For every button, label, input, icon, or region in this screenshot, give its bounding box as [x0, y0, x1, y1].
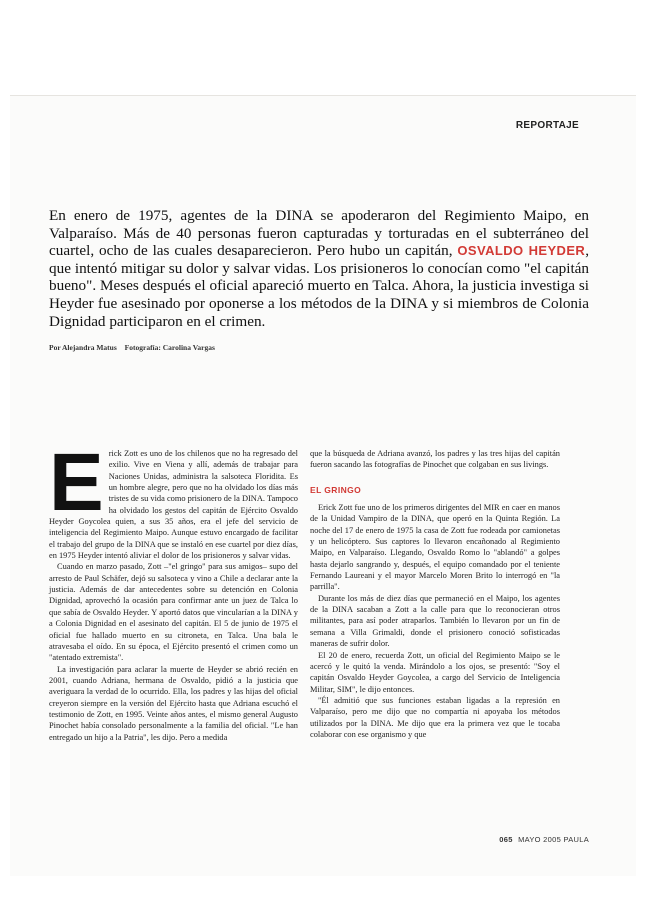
lead-paragraph	[49, 207, 589, 330]
page-number: 065	[499, 835, 513, 844]
article-paragraph: "Él admitió que sus funciones estaban ligadas a la represión en Valparaíso, pero me dijo que no compartía ni apoyaba los métodos utilizados por la DINA. Me dijo que era la primera vez que le tocaba colaborar con ese organismo y que	[310, 695, 560, 739]
byline	[49, 343, 221, 352]
issue-date: MAYO 2005	[518, 835, 562, 844]
article-paragraph: Erick Zott fue uno de los primeros dirigentes del MIR en caer en manos de la Unidad Vampiro de la DINA, que operó en la Quinta Región. La noche del 17 de enero de 1975 la casa de Zott fue rodeada por camionetas y un helicóptero. Sus captores lo llevaron encañonado al Regimiento Maipo, en Valparaíso. Llegando, Osvaldo Romo lo "ablandó" a golpes hasta dejarlo sangrando y, después, el equipo comandado por el teniente Fernando Laureani y el mayor Marcelo Moren Brito lo interrogó en "la parrilla".	[310, 503, 560, 592]
lead-text-2: , que intentó mitigar su dolor y salvar vidas. Los prisioneros lo conocían como "el capitán bueno". Meses después el oficial apareció muerto en Talca. Ahora, la justicia investiga si Heyder fue asesinado por oponerse a los métodos de la DINA y si miembros de Colonia Dignidad participaron en el crimen.	[49, 242, 589, 330]
lead-text-1: En enero de 1975, agentes de la DINA se apoderaron del Regimiento Maipo, en Valparaíso. Más de 40 personas fueron capturadas y torturadas en el subterráneo del cuartel, ocho de las cuales desaparecieron. Pero hubo un capitán,	[49, 207, 589, 260]
section-label: REPORTAJE	[515, 120, 579, 131]
article-column-left	[49, 437, 298, 743]
article-paragraph: Cuando en marzo pasado, Zott –"el gringo" para sus amigos– supo del arresto de Paul Schäfer, dejó su salsoteca y vino a Chile a declarar ante la justicia. Además de dar antecedentes sobre su detención en Colonia Dignidad, aprovechó la ocasión para confirmar ante un juez de Talca lo que sabía de Osvaldo Heyder. Y aportó datos que vincularían a la DINA y a Colonia Dignidad en el asesinato del capitán. El 5 de junio de 1975 el oficial fue hallado muerto en su citroneta, en Talca. Una bala le atravesaba el oído. En su época, el Ejército presentó el crimen como un "atentado extremista".	[49, 562, 298, 663]
magazine-name: PAULA	[563, 835, 589, 844]
byline-author: Por Alejandra Matus	[49, 343, 117, 352]
article-paragraph: que la búsqueda de Adriana avanzó, los padres y las tres hijas del capitán fueron sacando las fotografías de Pinochet que colgaban en sus livings.	[310, 449, 560, 470]
drop-cap: E	[49, 437, 104, 528]
article-column-right	[310, 448, 560, 740]
byline-photo: Fotografía: Carolina Vargas	[124, 343, 215, 352]
article-paragraph: La investigación para aclarar la muerte de Heyder se abrió recién en 2001, cuando Adriana, hermana de Osvaldo, pidió a la justicia que averiguara la verdad de lo ocurrido. Ella, los padres y las hijas del oficial creyeron siempre en la versión del Ejército hasta que Adriana escuchó el testimonio de Zott, en 1995. Veinte años antes, el mismo general Augusto Pinochet había consolado personalmente a la familia del oficial. "Le han entregado un hijo a la Patria", les dijo. Pero a medida	[49, 664, 298, 742]
article-paragraph: El 20 de enero, recuerda Zott, un oficial del Regimiento Maipo se le acercó y le quitó la venda. Mirándolo a los ojos, se presentó: "Soy el capitán Osvaldo Heyder Goycolea, a cargo del Servicio de Inteligencia Militar, SIM", le dijo entonces.	[310, 650, 560, 694]
page-footer	[499, 835, 589, 844]
subheading: EL GRINGO	[310, 484, 362, 495]
lead-highlight-name: OSVALDO HEYDER	[457, 243, 586, 259]
article-paragraph: rick Zott es uno de los chilenos que no ha regresado del exilio. Vive en Viena y allí, además de trabajar para Naciones Unidas, administra la salsoteca Floridita. Es un hombre alegre, pero que no ha olvidado los días más tristes de su vida como prisionero de la DINA. Tampoco ha olvidado los gestos del capitán de Ejército Osvaldo Heyder Goycolea quien, a sus 35 años, era el jefe del servicio de inteligencia del Regimiento Maipo. Aunque estuvo encargado de facilitar el trabajo del grupo de la DINA que se instaló en ese cuartel por diez días, en 1975 Heyder intentó aliviar el dolor de los prisioneros y salvar vidas.	[49, 449, 298, 561]
article-paragraph: Durante los más de diez días que permaneció en el Maipo, los agentes de la DINA sacaban a Zott a la calle para que lo reconocieran otros militantes, para así poder atraparlos. También lo llevaron por un fin de semana a Villa Grimaldi, donde el prisionero conoció sofisticadas maneras de sufrir dolor.	[310, 593, 560, 649]
